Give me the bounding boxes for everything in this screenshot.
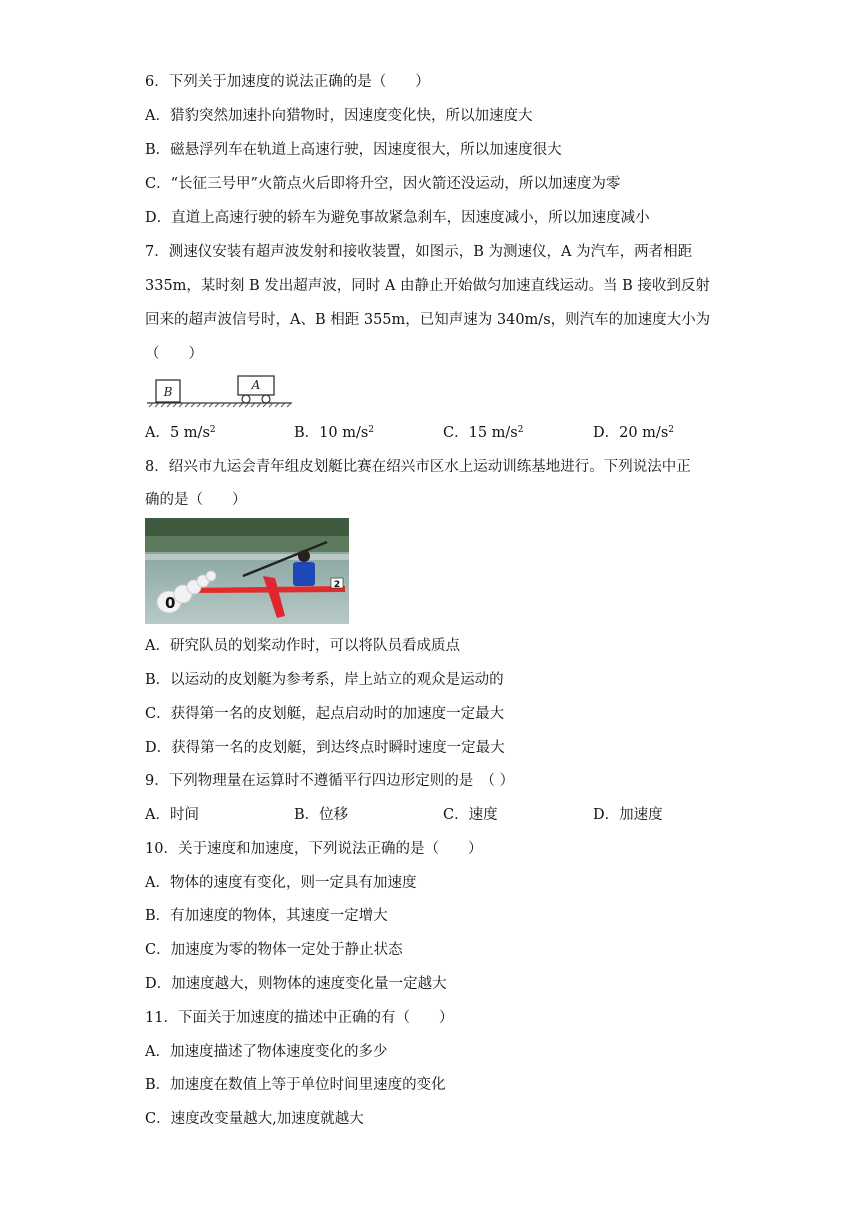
q6-stem: 6．下列关于加速度的说法正确的是（ ） [145,74,430,90]
label-b: B [163,385,173,399]
q7-option-c: C．15 $m/s^2$ [443,425,524,441]
q9-option-d: D．加速度 [593,807,663,823]
buoy-number: 0 [165,594,176,612]
q8-option-b: B．以运动的皮划艇为参考系，岸上站立的观众是运动的 [145,672,504,688]
q11-stem: 11．下面关于加速度的描述中正确的有（ ） [145,1010,454,1026]
car-wheel-left [242,395,250,403]
q7-stem-line-4: （ ） [145,346,203,362]
q6-option-a: A．猎豹突然加速扑向猎物时，因速度变化快，所以加速度大 [145,108,533,124]
q8-stem-line-1: 8．绍兴市九运会青年组皮划艇比赛在绍兴市区水上运动训练基地进行。下列说法中正 [145,459,691,475]
q11-option-c: C．速度改变量越大,加速度就越大 [145,1111,364,1127]
q7-stem-line-3: 回来的超声波信号时，A、B 相距 355m，已知声速为 340m/s，则汽车的加速度大小为 [145,312,711,328]
lane-number: 2 [333,580,341,590]
q7-option-a: A．5 $m/s^2$ [145,425,216,441]
q11-option-b: B．加速度在数值上等于单位时间里速度的变化 [145,1077,446,1093]
q9-option-a: A．时间 [145,807,199,823]
q7-option-b: B．10 $m/s^2$ [294,425,375,441]
q6-option-b: B．磁悬浮列车在轨道上高速行驶，因速度很大，所以加速度很大 [145,142,562,158]
q10-option-a: A．物体的速度有变化，则一定具有加速度 [145,875,417,891]
q8-stem-line-2: 确的是（ ） [145,492,247,508]
q6-option-c: C．“长征三号甲”火箭点火后即将升空，因火箭还没运动，所以加速度为零 [145,176,621,192]
car-wheel-right [262,395,270,403]
speed-meter-diagram [145,372,295,410]
q7-stem-line-1: 7．测速仪安装有超声波发射和接收装置，如图示，B 为测速仪，A 为汽车，两者相距 [145,244,693,260]
q7-option-d: D．20 $m/s^2$ [593,425,674,441]
q8-option-c: C．获得第一名的皮划艇，起点启动时的加速度一定最大 [145,706,505,722]
q10-stem: 10．关于速度和加速度，下列说法正确的是（ ） [145,841,483,857]
kayak-race-photo [145,518,349,624]
q10-option-d: D．加速度越大，则物体的速度变化量一定越大 [145,976,447,992]
q9-option-b: B．位移 [294,807,349,823]
q8-option-d: D．获得第一名的皮划艇，到达终点时瞬时速度一定最大 [145,740,505,756]
q11-option-a: A．加速度描述了物体速度变化的多少 [145,1044,388,1060]
q7-stem-line-2: 335m，某时刻 B 发出超声波，同时 A 由静止开始做匀加速直线运动。当 B 接收到反射 [145,278,710,294]
q8-option-a: A．研究队员的划桨动作时，可以将队员看成质点 [145,638,460,654]
q10-option-b: B．有加速度的物体，其速度一定增大 [145,908,388,924]
q9-stem: 9．下列物理量在运算时不遵循平行四边形定则的是 （ ） [145,773,515,789]
q6-option-d: D．直道上高速行驶的轿车为避免事故紧急刹车，因速度减小，所以加速度减小 [145,210,650,226]
label-a: A [251,378,261,392]
q10-option-c: C．加速度为零的物体一定处于静止状态 [145,942,403,958]
q9-option-c: C．速度 [443,807,498,823]
paddler-body [293,562,315,586]
